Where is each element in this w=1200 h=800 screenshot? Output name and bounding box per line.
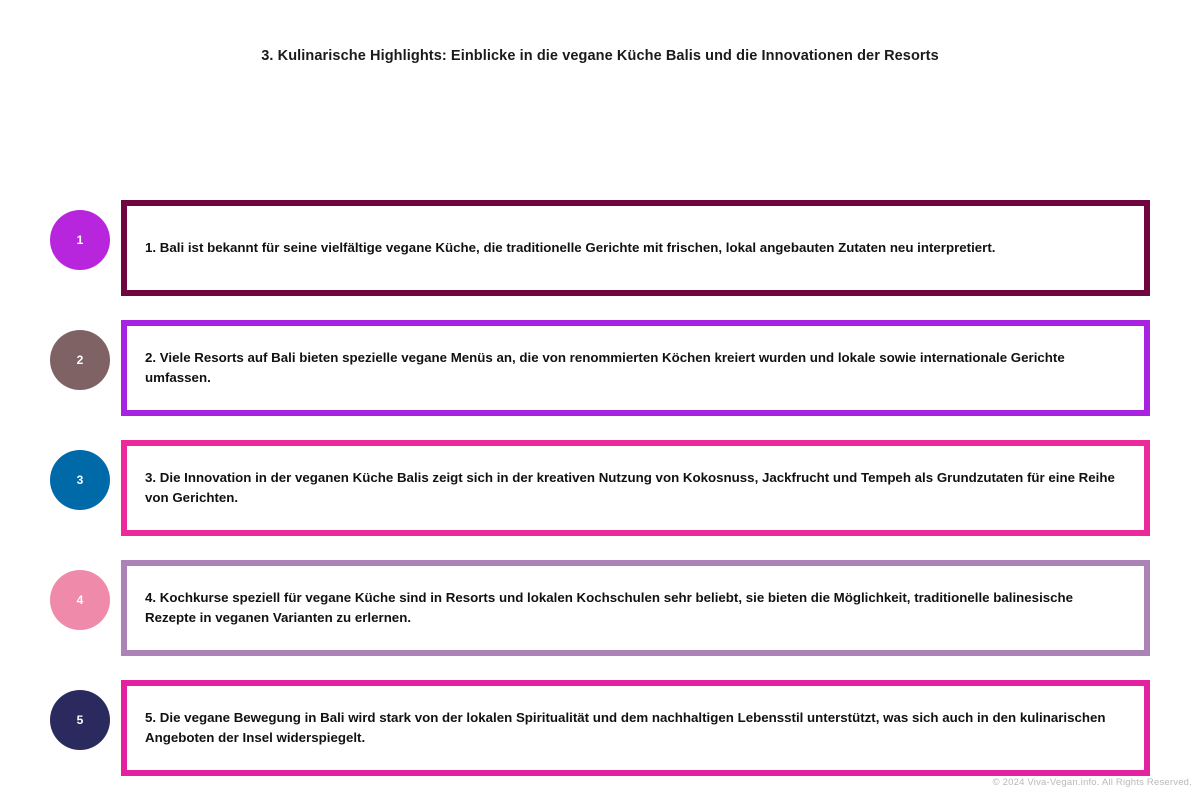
step-text: 1. Bali ist bekannt für seine vielfältige vegane Küche, die traditionelle Gerichte mit frischen, lokal angebauten Zutaten neu interpretiert.: [145, 240, 996, 256]
step-card: [121, 560, 1150, 656]
step-text: 4. Kochkurse speziell für vegane Küche sind in Resorts und lokalen Kochschulen sehr beliebt, sie bieten die Möglichkeit, traditionelle balinesische Rezepte in veganen Varianten zu erlernen.: [145, 590, 1074, 625]
list-item: [0, 320, 1200, 440]
page-title: 3. Kulinarische Highlights: Einblicke in die vegane Küche Balis und die Innovationen der Resorts: [261, 48, 939, 64]
step-text: 5. Die vegane Bewegung in Bali wird stark von der lokalen Spiritualität und dem nachhaltigen Lebensstil unterstützt, was sich auch in den kulinarischen Angeboten der Insel widerspiegelt.: [145, 710, 1106, 745]
step-card: [121, 200, 1150, 296]
step-card: [121, 320, 1150, 416]
step-number-badge: 3: [50, 450, 110, 510]
step-text: 3. Die Innovation in der veganen Küche Balis zeigt sich in der kreativen Nutzung von Kokosnuss, Jackfrucht und Tempeh als Grundzutaten für eine Reihe von Gerichten.: [145, 470, 1115, 505]
step-number-badge: 1: [50, 210, 110, 270]
step-number-badge: 5: [50, 690, 110, 750]
step-number-badge: 4: [50, 570, 110, 630]
step-card: [121, 440, 1150, 536]
list-item: [0, 560, 1200, 680]
copyright-footer: © 2024 Viva-Vegan.info. All Rights Reserved.: [992, 777, 1192, 788]
list-item: [0, 200, 1200, 320]
step-card: [121, 680, 1150, 776]
list-item: [0, 440, 1200, 560]
step-number-badge: 2: [50, 330, 110, 390]
step-text: 2. Viele Resorts auf Bali bieten spezielle vegane Menüs an, die von renommierten Köchen kreiert wurden und lokale sowie internationale Gerichte umfassen.: [145, 350, 1065, 385]
steps-list: [0, 200, 1200, 800]
